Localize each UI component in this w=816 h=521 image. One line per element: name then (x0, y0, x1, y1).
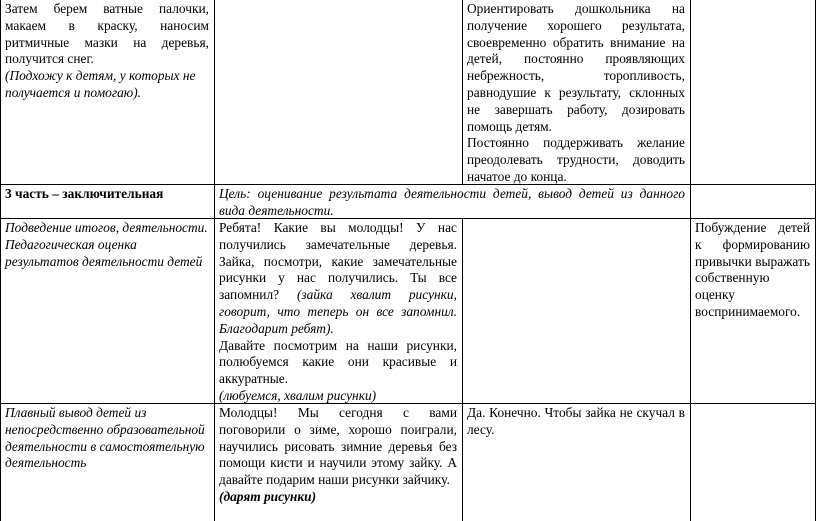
row1-result-cell (467, 1, 685, 186)
row3-speech-1: Ребята! Какие вы молодцы! У нас получились замечательные деревья. Зайка, посмотри, какие замечательные рисунки у нас получились. Ты все запомнил? (219, 220, 457, 303)
table-border-left (0, 0, 1, 521)
column-divider-3 (690, 0, 691, 521)
row4-teacher-cell (219, 405, 457, 506)
row4-speech: Молодцы! Мы сегодня с вами поговорили о зиме, хорошо поиграли, научились рисовать зимние деревья без помощи кисти и научили этому зайку. А давайте подарим наши рисунки зайчику. (219, 405, 457, 488)
column-divider-2 (462, 218, 463, 521)
row3-speech-2: Давайте посмотрим на наши рисунки, полюбуемся какие они красивые и аккуратные. (219, 337, 457, 387)
row1-result-text: Ориентировать дошкольника на получение хорошего результата, своевременно обратить внимание на детей, постоянно проявляющих небрежность, торопливость, равнодушие к результату, склонных не завершать работу, дозировать помощь детям. (467, 1, 685, 134)
column-divider-1 (214, 0, 215, 521)
row4-stage: Плавный вывод детей из непосредственно образовательной деятельности в самостоятельную деятельность (5, 405, 205, 471)
column-divider-2 (462, 0, 463, 184)
row-divider-1 (0, 184, 816, 185)
row3-stage: Подведение итогов, деятельности. Педагогическая оценка результатов деятельности детей (5, 220, 208, 269)
row3-result: Побуждение детей к формированию привычки выражать собственную оценку воспринимаемого. (695, 220, 810, 319)
row3-note-1: (зайка хвалит рисунки, говорит, что теперь он все запомнил. Благодарит ребят). (219, 287, 457, 336)
row4-note: (дарят рисунки) (219, 488, 317, 504)
row4-children: Да. Конечно. Чтобы зайка не скучал в лесу. (467, 405, 685, 437)
row3-teacher-cell (219, 220, 457, 405)
row1-activity-text: Затем берем ватные палочки, макаем в краску, наносим ритмичные мазки на деревья, получится снег. (5, 1, 209, 67)
part-goal: Цель: оценивание результата деятельности детей, вывод детей из данного вида деятельности. (219, 186, 685, 218)
row1-activity-note: (Подхожу к детям, у которых не получается и помогаю). (5, 68, 196, 100)
row1-activity-cell (5, 1, 209, 102)
row3-note-2: (любуемся, хвалим рисунки) (219, 387, 377, 403)
row1-result-text-2: Постоянно поддерживать желание преодолевать трудности, доводить начатое до конца. (467, 135, 685, 184)
part-label: 3 часть – заключительная (5, 186, 164, 201)
